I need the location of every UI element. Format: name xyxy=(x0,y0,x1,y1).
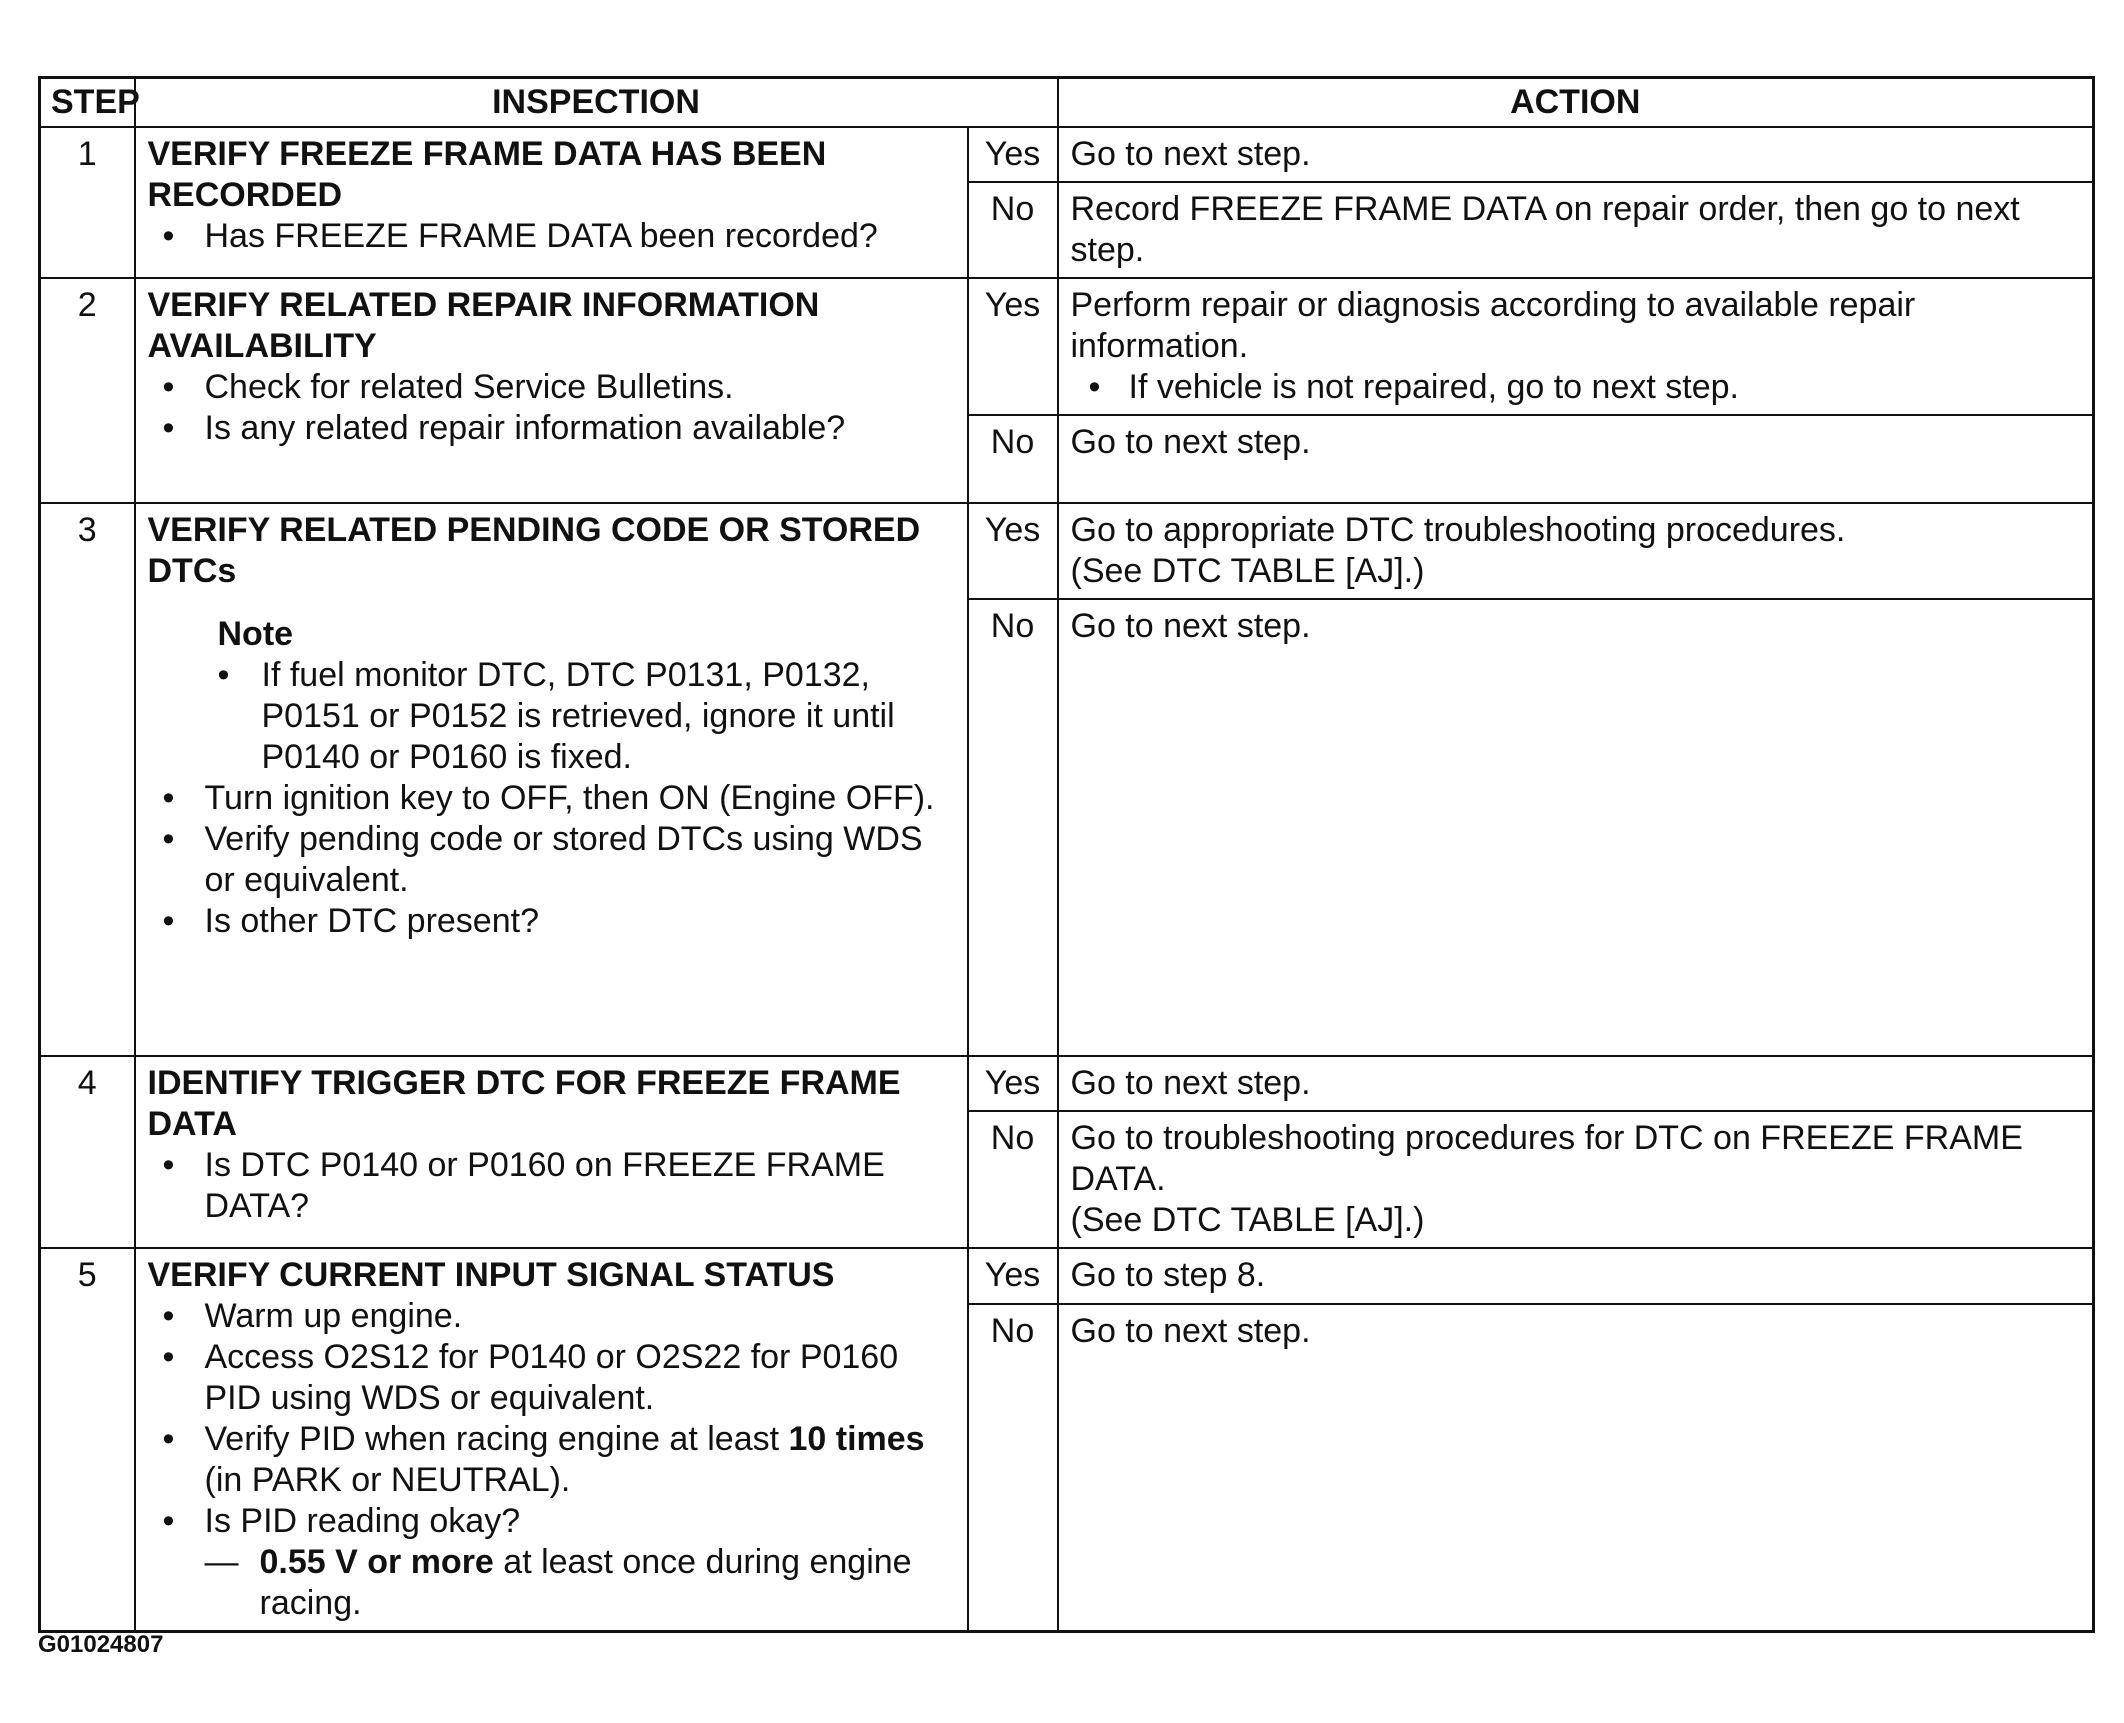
table-row xyxy=(40,278,2094,415)
step-title: IDENTIFY TRIGGER DTC FOR FREEZE FRAME DATA xyxy=(147,1064,901,1143)
header-inspection: INSPECTION xyxy=(135,78,1058,128)
table-header-row xyxy=(40,78,2094,128)
inspection-bullet: • Is DTC P0140 or P0160 on FREEZE FRAME DATA? xyxy=(148,1145,955,1227)
inspection-bullet: • Has FREEZE FRAME DATA been recorded? xyxy=(148,216,955,257)
yes-label: Yes xyxy=(968,1056,1058,1111)
yes-label: Yes xyxy=(968,278,1058,415)
no-label: No xyxy=(968,1304,1058,1632)
inspection-bullet: • Verify pending code or stored DTCs using WDS or equivalent. xyxy=(148,819,955,901)
bullet-text: Verify PID when racing engine at least xyxy=(204,1420,789,1458)
dash-item xyxy=(148,1542,955,1624)
dash-mark: — xyxy=(204,1543,239,1581)
bullet-text: (in PARK or NEUTRAL). xyxy=(204,1461,571,1499)
inspection-cell xyxy=(135,1248,968,1632)
inspection-cell xyxy=(135,503,968,1056)
note-block xyxy=(148,614,955,778)
yes-action-text: Perform repair or diagnosis according to available repair information. xyxy=(1070,286,1916,365)
figure-id: G01024807 xyxy=(38,1631,164,1658)
table-row xyxy=(40,127,2094,182)
yes-action-line: Go to appropriate DTC troubleshooting procedures. xyxy=(1070,511,1846,549)
step-number: 2 xyxy=(40,278,135,503)
inspection-bullet: • Turn ignition key to OFF, then ON (Engine OFF). xyxy=(148,778,955,819)
yes-label: Yes xyxy=(968,503,1058,599)
no-action: Go to next step. xyxy=(1058,599,2094,1056)
table-row xyxy=(40,503,2094,599)
table-row xyxy=(40,1248,2094,1304)
no-action: Record FREEZE FRAME DATA on repair order, then go to next step. xyxy=(1058,182,2094,278)
diagnostic-procedure-table xyxy=(38,76,2095,1633)
no-label: No xyxy=(968,182,1058,278)
dash-text: at least once during engine racing. xyxy=(259,1543,912,1622)
note-bullet: • If fuel monitor DTC, DTC P0131, P0132, P0151 or P0152 is retrieved, ignore it until P0140 or P0160 is fixed. xyxy=(218,655,955,778)
step-title: VERIFY CURRENT INPUT SIGNAL STATUS xyxy=(147,1256,835,1294)
no-action-line: (See DTC TABLE [AJ].) xyxy=(1070,1201,1425,1239)
header-action: ACTION xyxy=(1058,78,2094,128)
yes-action xyxy=(1058,278,2094,415)
no-label: No xyxy=(968,1111,1058,1248)
step-number: 4 xyxy=(40,1056,135,1248)
yes-action: Go to step 8. xyxy=(1058,1248,2094,1304)
no-label: No xyxy=(968,415,1058,503)
inspection-bullet: • Check for related Service Bulletins. xyxy=(148,367,955,408)
inspection-bullet: • Is PID reading okay? xyxy=(148,1501,955,1542)
inspection-bullet: • Is any related repair information available? xyxy=(148,408,955,449)
inspection-cell xyxy=(135,1056,968,1248)
step-title: VERIFY FREEZE FRAME DATA HAS BEEN RECORDED xyxy=(147,135,827,214)
dash-bold-text: 0.55 V or more xyxy=(259,1543,494,1581)
step-title: VERIFY RELATED REPAIR INFORMATION AVAILABILITY xyxy=(147,286,820,365)
inspection-bullet: • Warm up engine. xyxy=(148,1296,955,1337)
yes-action: Go to next step. xyxy=(1058,127,2094,182)
inspection-cell xyxy=(135,278,968,503)
step-number: 1 xyxy=(40,127,135,278)
yes-action-line: (See DTC TABLE [AJ].) xyxy=(1070,552,1425,590)
yes-action: Go to next step. xyxy=(1058,1056,2094,1111)
yes-label: Yes xyxy=(968,127,1058,182)
step-number: 3 xyxy=(40,503,135,1056)
note-title: Note xyxy=(217,615,294,653)
bullet-bold-text: 10 times xyxy=(788,1420,925,1458)
inspection-bullet: • Is other DTC present? xyxy=(148,901,955,942)
action-bullet: • If vehicle is not repaired, go to next step. xyxy=(1071,367,2081,408)
yes-label: Yes xyxy=(968,1248,1058,1304)
step-number: 5 xyxy=(40,1248,135,1632)
yes-action xyxy=(1058,503,2094,599)
inspection-cell xyxy=(135,127,968,278)
no-label: No xyxy=(968,599,1058,1056)
no-action: Go to next step. xyxy=(1058,1304,2094,1632)
inspection-bullet xyxy=(148,1419,955,1501)
inspection-bullet: • Access O2S12 for P0140 or O2S22 for P0160 PID using WDS or equivalent. xyxy=(148,1337,955,1419)
no-action: Go to next step. xyxy=(1058,415,2094,503)
no-action-line: Go to troubleshooting procedures for DTC on FREEZE FRAME DATA. xyxy=(1070,1119,2023,1198)
no-action xyxy=(1058,1111,2094,1248)
step-title: VERIFY RELATED PENDING CODE OR STORED DTCs xyxy=(147,511,921,590)
header-step: STEP xyxy=(40,78,135,128)
table-row xyxy=(40,1056,2094,1111)
